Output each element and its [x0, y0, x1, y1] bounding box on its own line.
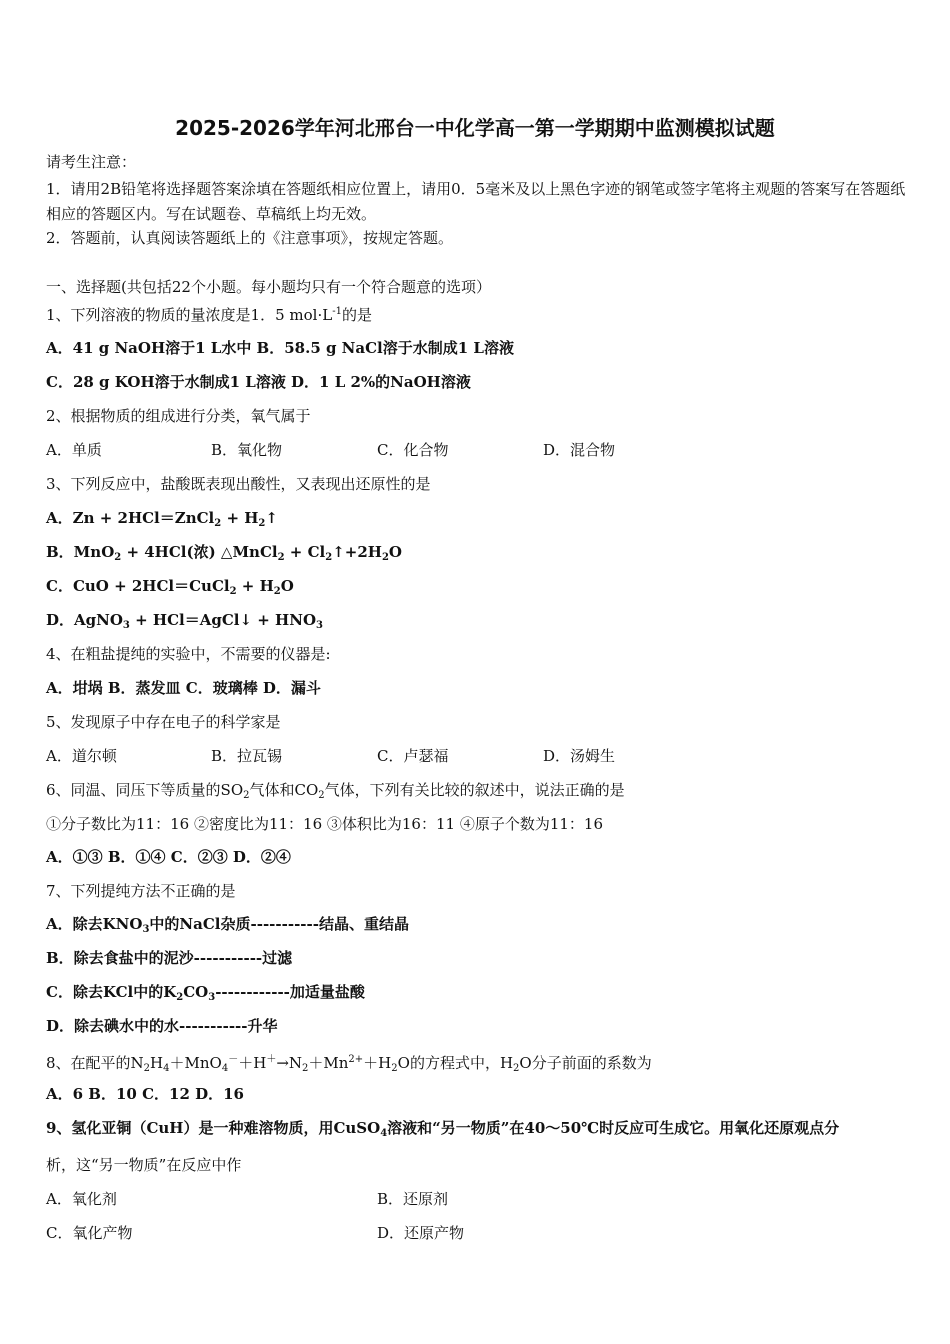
question-9-option-d: D．还原产物 — [377, 1224, 465, 1242]
question-4-stem: 4、在粗盐提纯的实验中，不需要的仪器是: — [46, 645, 331, 663]
question-4-options: A．坩埚 B．蒸发皿 C．玻璃棒 D．漏斗 — [46, 679, 321, 697]
question-2-option-d: D．混合物 — [543, 441, 616, 459]
question-9-option-a: A．氧化剂 — [46, 1190, 117, 1208]
question-3-option-a: A．Zn + 2HCl＝ZnCl$_2$ + $H_2↑$ — [46, 509, 278, 529]
question-3-option-c: C．CuO + 2HCl＝CuCl$_2$ + $H_2O$ — [46, 577, 294, 597]
question-3-option-d: D．AgNO$_3$ + HCl＝AgCl↓ + $HNO_3$ — [46, 611, 323, 631]
question-2-option-a: A．单质 — [46, 441, 102, 459]
question-1-stem: 1、下列溶液的物质的量浓度是1．5 $mol\cdot L^{-1}$的是 — [46, 306, 372, 324]
question-1-options-ab: A．41 g NaOH溶于1 L水中 B．58.5 g NaCl溶于水制成1 L溶液 — [46, 339, 514, 357]
question-5-option-a: A．道尔顿 — [46, 747, 117, 765]
question-3-option-b: B．MnO$_2$ + 4HCl(浓) △MnCl$_2$ + $Cl_2↑+2H_2O$ — [46, 543, 402, 563]
question-5-stem: 5、发现原子中存在电子的科学家是 — [46, 713, 281, 731]
question-7-stem: 7、下列提纯方法不正确的是 — [46, 882, 236, 900]
question-7-option-b: B．除去食盐中的泥沙-----------过滤 — [46, 949, 293, 967]
page-title: 2025-2026学年河北邢台一中化学高一第一学期期中监测模拟试题 — [175, 116, 775, 140]
question-7-option-a: A．除去$KNO_3$中的NaCl杂质-----------结晶、重结晶 — [46, 915, 409, 935]
question-2-stem: 2、根据物质的组成进行分类，氧气属于 — [46, 407, 311, 425]
question-5-option-d: D．汤姆生 — [543, 747, 616, 765]
question-5-option-c: C．卢瑟福 — [377, 747, 449, 765]
question-8-options: A．6 B．10 C．12 D．16 — [46, 1085, 244, 1103]
question-6-stem: 6、同温、同压下等质量的$SO_2$气体和$CO_2$气体，下列有关比较的叙述中，说法正确的是 — [46, 781, 625, 801]
question-3-stem: 3、下列反应中，盐酸既表现出酸性，又表现出还原性的是 — [46, 475, 431, 493]
question-6-items: ①分子数比为11：16 ②密度比为11：16 ③体积比为16：11 ④原子个数为11：16 — [46, 815, 604, 833]
question-1-options-cd: C．28 g KOH溶于水制成1 L溶液 D．1 L 2%的NaOH溶液 — [46, 373, 471, 391]
question-7-option-c: C．除去KCl中的$K_2CO_3------------$加适量盐酸 — [46, 983, 365, 1003]
notice-item-1: 1．请用2B铅笔将选择题答案涂填在答题纸相应位置上，请用0．5毫米及以上黑色字迹的钢笔或签字笔将主观题的答案写在答题纸相应的答题区内。写在试题卷、草稿纸上均无效。 — [46, 180, 906, 223]
question-9-option-c: C．氧化产物 — [46, 1224, 133, 1242]
question-2-option-c: C．化合物 — [377, 441, 449, 459]
question-9-stem-line-1: 9、氢化亚铜（CuH）是一种难溶物质，用CuSO$_4$溶液和“另一物质”在40～50℃时反应可生成它。用氧化还原观点分 — [46, 1119, 840, 1139]
notice-heading: 请考生注意： — [46, 153, 137, 171]
notice-item-2: 2．答题前，认真阅读答题纸上的《注意事项》，按规定答题。 — [46, 229, 454, 247]
question-2-option-b: B．氧化物 — [211, 441, 283, 459]
section-heading: 一、选择题(共包括22个小题。每小题均只有一个符合题意的选项） — [46, 278, 491, 296]
question-9-option-b: B．还原剂 — [377, 1190, 449, 1208]
question-7-option-d: D．除去碘水中的水-----------升华 — [46, 1017, 278, 1035]
question-5-option-b: B．拉瓦锡 — [211, 747, 283, 765]
question-6-options: A．①③ B．①④ C．②③ D．②④ — [46, 848, 291, 866]
question-9-stem-line-2: 析，这“另一物质”在反应中作 — [46, 1156, 242, 1174]
question-8-stem: 8、在配平的$N_2H_4+MnO_4^-+H^+\to N_2+Mn^{2+}+H_2O$的方程式中，$H_2O$分子前面的系数为 — [46, 1054, 652, 1074]
